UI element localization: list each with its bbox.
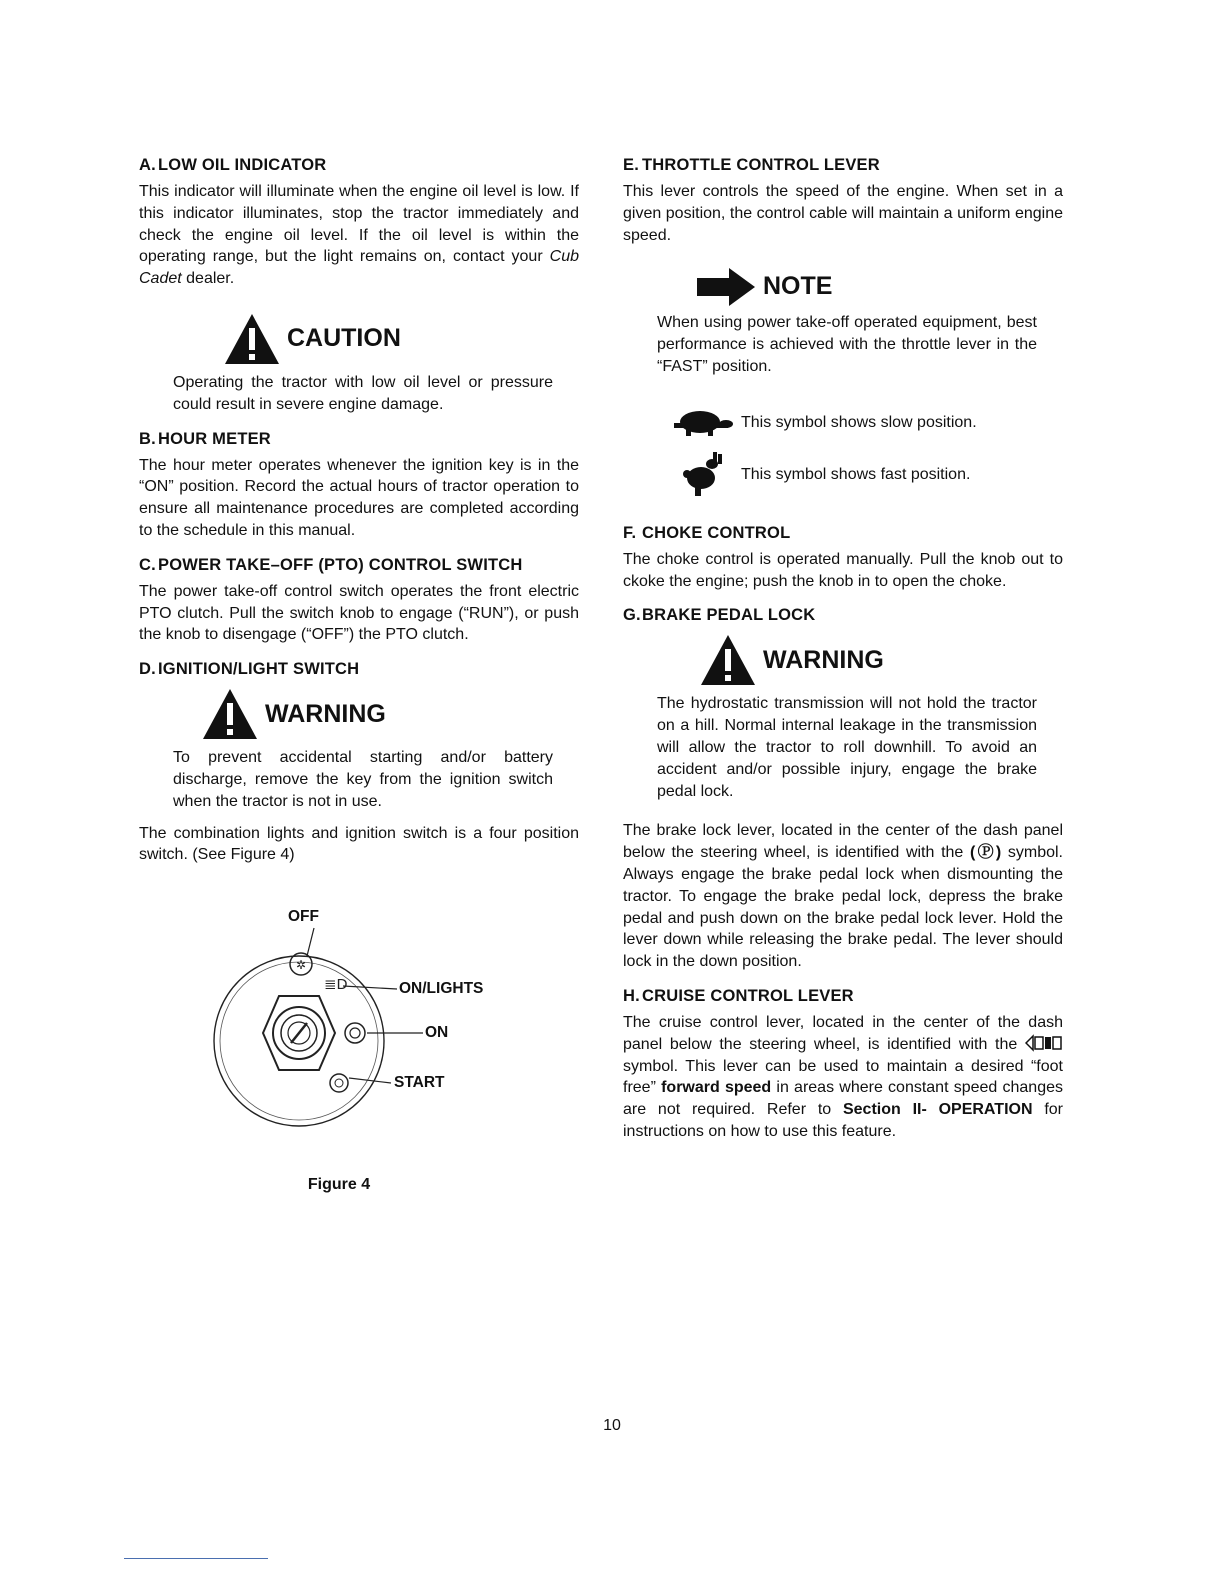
- warning-title: WARNING: [265, 699, 386, 728]
- slow-symbol-text: This symbol shows slow position.: [741, 413, 977, 431]
- footer-rule: [124, 1558, 268, 1559]
- caution-title: CAUTION: [287, 324, 401, 353]
- warning-text: The hydrostatic transmission will not hold the tractor on a hill. Normal internal leakage in the transmission will allow the tractor to roll downhill. To avoid an accident and/or possible injury, engage the brake pedal lock.: [657, 695, 1037, 800]
- section-low-oil-indicator: [139, 156, 579, 290]
- caution-header: [223, 312, 553, 366]
- brake-lock-text-block: [623, 820, 1063, 973]
- section-heading: D. IGNITION/LIGHT SWITCH: [139, 660, 360, 679]
- warning-title: WARNING: [763, 645, 884, 674]
- figure-label-on-lights: ON/LIGHTS: [399, 980, 484, 998]
- section-pto-switch: [139, 556, 579, 646]
- left-column: [139, 156, 579, 1206]
- page-number: 10: [603, 1417, 621, 1434]
- note-text: When using power take-off operated equipment, best performance is achieved with the throttle lever in the “FAST” position.: [657, 314, 1037, 375]
- warning-block: [173, 687, 553, 812]
- section-choke-control: [623, 524, 1063, 593]
- section-hour-meter: [139, 430, 579, 542]
- cruise-control-icon: [1025, 1034, 1063, 1052]
- section-brake-pedal-lock: [623, 606, 1063, 625]
- note-header: [695, 266, 1037, 306]
- svg-text:✲: ✲: [295, 958, 307, 973]
- ignition-switch-diagram: [139, 916, 579, 1156]
- warning-triangle-icon: [201, 687, 259, 741]
- brake-lock-text: The brake lock lever, located in the center of the dash panel below the steering wheel, is identified with the (Ⓟ) symbol. Always engage the brake pedal lock when dismounting the tractor. To engage the brake pedal lock, depress the brake pedal and push down on the brake pedal lock lever. Hold the lever down while releasing the brake pedal. The lever should lock in the down position.: [623, 822, 1064, 971]
- note-title: NOTE: [763, 271, 833, 300]
- fast-symbol-text: This symbol shows fast position.: [741, 465, 971, 483]
- right-column: [623, 156, 1063, 1157]
- section-body: This indicator will illuminate when the engine oil level is low. If this indicator illuminates, stop the tractor immediately and check the engine oil level. If the oil level is within the operating range, but the light remains on, contact your Cub Cadet dealer.: [139, 183, 579, 288]
- section-heading: G.BRAKE PEDAL LOCK: [623, 606, 816, 625]
- section-ignition-light-switch: [139, 660, 579, 679]
- brand-name: Cub Cadet: [139, 248, 579, 288]
- section-cruise-control: [623, 987, 1063, 1143]
- warning-triangle-icon: [699, 633, 757, 687]
- section-heading: F. CHOKE CONTROL: [623, 523, 791, 542]
- section-body: This lever controls the speed of the engine. When set in a given position, the control cable will maintain a uniform engine speed.: [623, 183, 1063, 244]
- warning-triangle-icon: [223, 312, 281, 366]
- section-body: The cruise control lever, located in the center of the dash panel below the steering wheel, is identified with the symbol. This lever can be used to maintain a desired “foot free” forward speed in areas where constant speed changes are not required. Refer to Section II- OPERATION for instructions on how to use this feature.: [623, 1013, 1064, 1140]
- figure-4-ignition-switch: [139, 908, 579, 1206]
- section-body: The power take-off control switch operates the front electric PTO clutch. Pull the switch knob to engage (“RUN”), or push the knob to disengage (“OFF”) the PTO clutch.: [139, 582, 579, 644]
- warning-header: [201, 687, 553, 741]
- warning-header: [699, 633, 1037, 687]
- svg-text:≣D: ≣D: [324, 976, 348, 994]
- section-heading: E. THROTTLE CONTROL LEVER: [623, 156, 880, 174]
- caution-block: [173, 312, 553, 416]
- figure-caption: Figure 4: [307, 1176, 371, 1194]
- symbol-row-slow: [661, 406, 1063, 440]
- rabbit-icon: [661, 452, 741, 498]
- figure-label-start: START: [394, 1074, 445, 1092]
- arrow-right-icon: [695, 266, 757, 306]
- combination-switch-text: The combination lights and ignition switch is a four position switch. (See Figure 4): [139, 824, 579, 864]
- caution-text: Operating the tractor with low oil level or pressure could result in severe engine damage.: [173, 373, 553, 413]
- section-heading: H. CRUISE CONTROL LEVER: [623, 986, 854, 1005]
- warning-block: [657, 633, 1037, 802]
- symbol-row-fast: [661, 452, 1063, 498]
- warning-text: To prevent accidental starting and/or battery discharge, remove the key from the ignition switch when the tractor is not in use.: [173, 749, 553, 810]
- figure-label-on: ON: [425, 1024, 449, 1042]
- park-brake-icon: (Ⓟ): [970, 844, 1002, 862]
- figure-label-off: OFF: [288, 908, 319, 926]
- note-block: [657, 266, 1037, 377]
- section-body: The choke control is operated manually. Pull the knob out to ckoke the engine; push the knob in to open the choke.: [623, 550, 1063, 590]
- section-heading: C. POWER TAKE–OFF (PTO) CONTROL SWITCH: [139, 555, 523, 574]
- section-heading: A. LOW OIL INDICATOR: [139, 156, 327, 174]
- section-heading: B. HOUR METER: [139, 429, 271, 448]
- section-body: The hour meter operates whenever the ignition key is in the “ON” position. Record the actual hours of tractor operation to ensure all maintenance procedures are completed according to the schedule in this manual.: [139, 456, 579, 539]
- turtle-icon: [661, 406, 741, 440]
- section-throttle-control: [623, 156, 1063, 246]
